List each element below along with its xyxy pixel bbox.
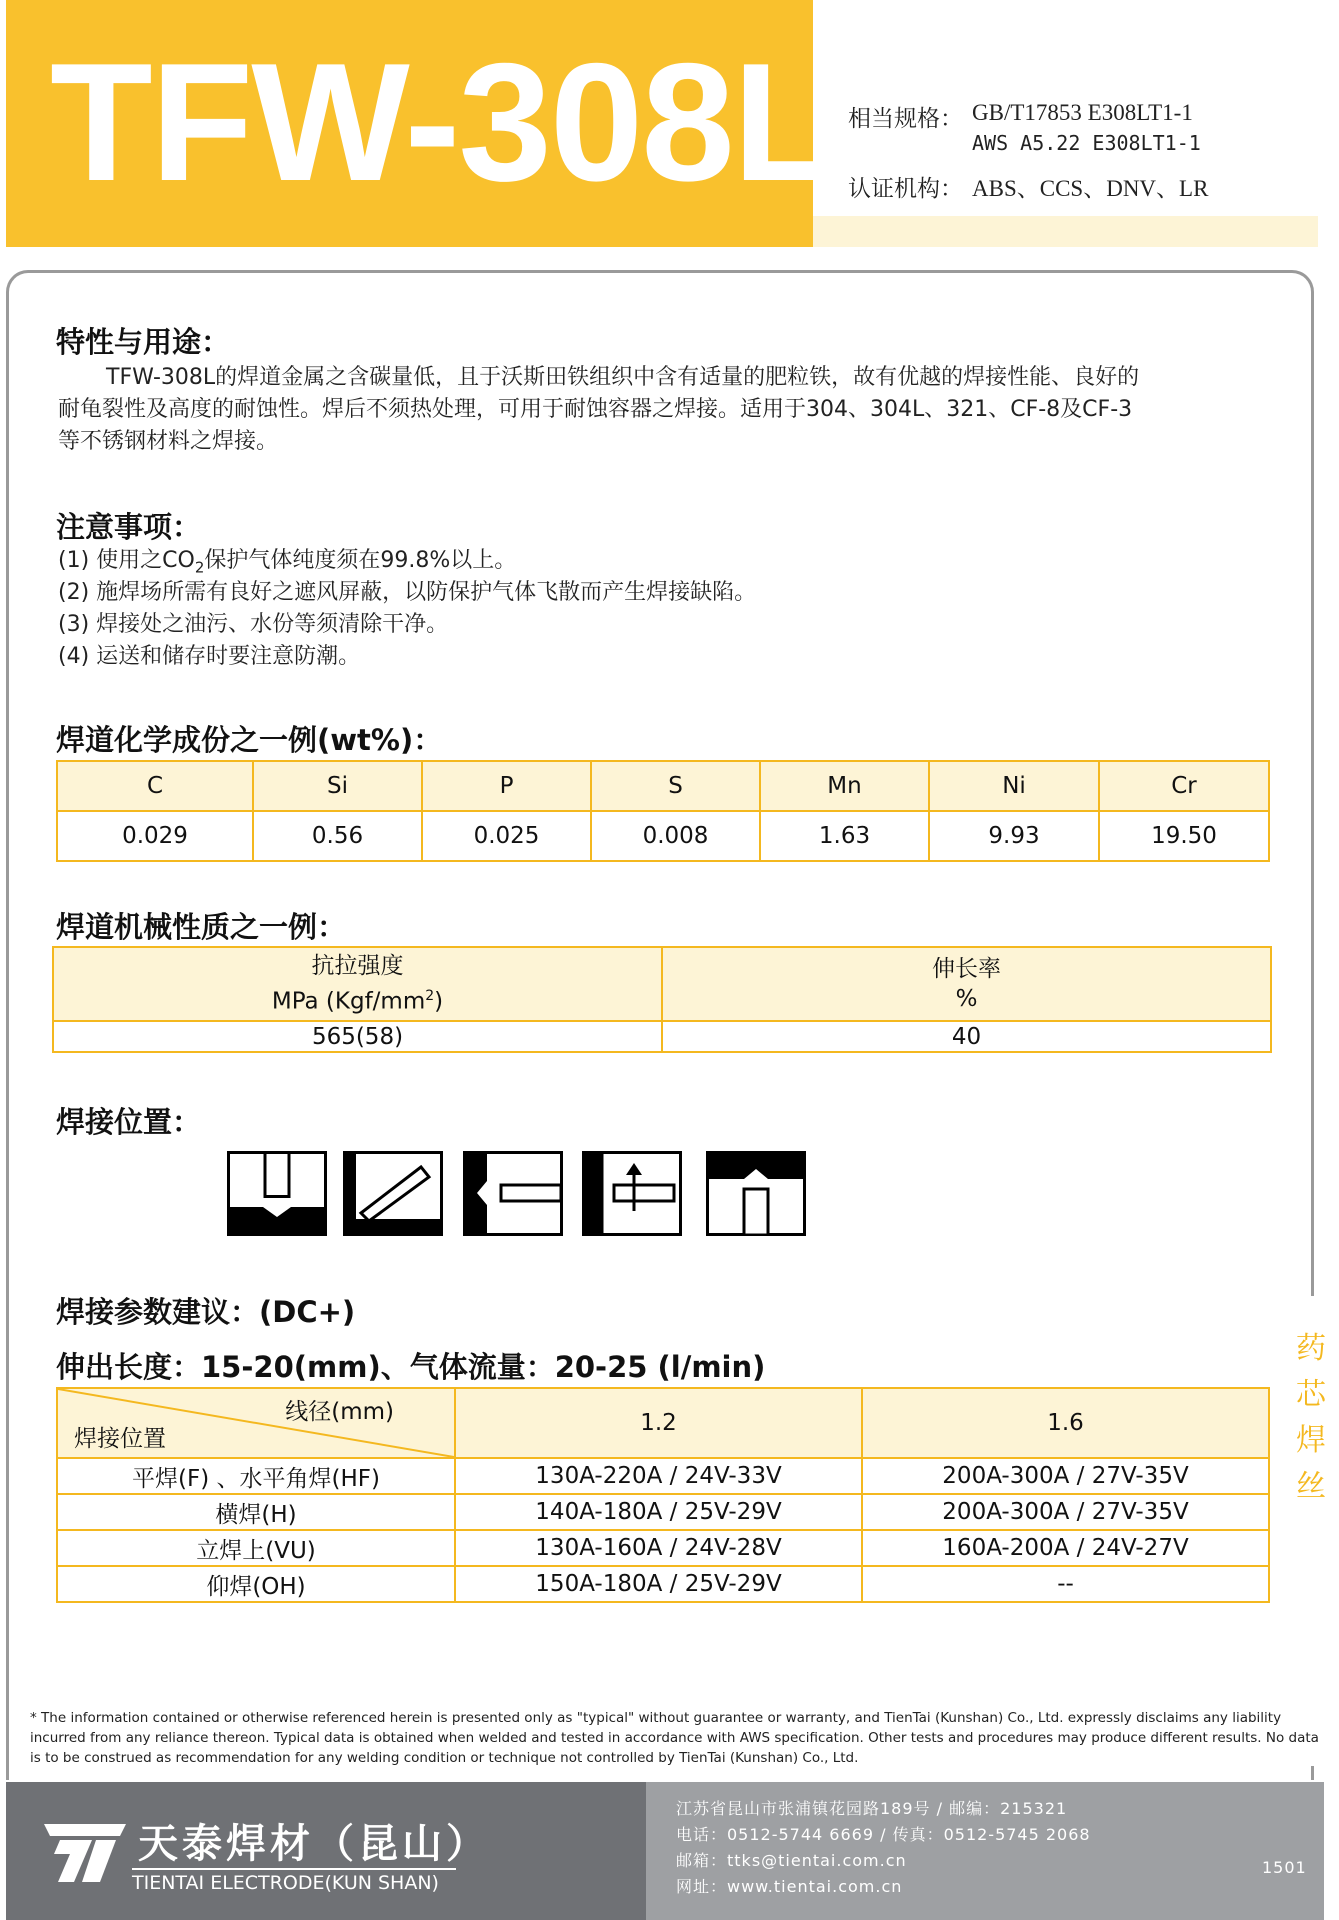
footer-code: 1501 — [1262, 1858, 1307, 1877]
element-cr: Cr — [1099, 761, 1269, 811]
note-4: (4) 运送和储存时要注意防潮。 — [58, 644, 361, 669]
params-v2: 200A-300A / 27V-35V — [862, 1458, 1269, 1494]
value-c: 0.029 — [57, 811, 253, 861]
element-s: S — [591, 761, 760, 811]
element-p: P — [422, 761, 591, 811]
params-title-2: 伸出长度：15-20(mm)、气体流量：20-25 (l/min) — [56, 1350, 766, 1384]
value-si: 0.56 — [253, 811, 422, 861]
value-p: 0.025 — [422, 811, 591, 861]
footer-web: 网址：www.tientai.com.cn — [676, 1877, 903, 1896]
elongation-label: 伸长率 — [932, 956, 1001, 982]
footer-address: 江苏省昆山市张浦镇花园路189号 / 邮编：215321 — [676, 1799, 1068, 1818]
params-row — [57, 1458, 1269, 1494]
mechanical-header-row — [53, 947, 1271, 1021]
params-pos: 平焊(F) 、水平角焊(HF) — [57, 1458, 455, 1494]
company-divider — [132, 1868, 456, 1870]
diameter-label: 线径(mm) — [285, 1399, 394, 1425]
params-row — [57, 1530, 1269, 1566]
params-row — [57, 1494, 1269, 1530]
chemistry-title: 焊道化学成份之一例(wt%)： — [56, 723, 443, 757]
positions-title: 焊接位置： — [56, 1105, 202, 1139]
disclaimer: * The information contained or otherwise referenced herein is presented only as "typical" without guarantee or warranty, and TienTai (Kunshan) Co., Ltd. expressly disclaims any liability incurred from any reliance thereon. Typical data is obtained when welded and tested in accordance with AWS specification. Other tests and procedures may produce different results. No data is to be construed as recommendation for any welding condition or technique not controlled by TienTai (Kunshan) Co., Ltd. — [30, 1710, 1319, 1766]
element-ni: Ni — [929, 761, 1099, 811]
diameter-1-2: 1.2 — [455, 1388, 862, 1458]
elongation-unit: % — [955, 986, 978, 1012]
tensile-header — [53, 947, 662, 1021]
vertical-up-icon — [582, 1151, 682, 1236]
note-1-post: 保护气体纯度须在99.8%以上。 — [204, 548, 517, 573]
features-text — [58, 362, 1288, 458]
params-pos: 立焊上(VU) — [57, 1530, 455, 1566]
product-title: TFW-308L — [50, 28, 834, 216]
note-2: (2) 施焊场所需有良好之遮风屏蔽，以防保护气体飞散而产生焊接缺陷。 — [58, 580, 757, 605]
params-pos: 横焊(H) — [57, 1494, 455, 1530]
spec-gb: GB/T17853 E308LT1-1 — [972, 100, 1193, 125]
elongation-value: 40 — [662, 1021, 1271, 1052]
chemistry-table — [56, 760, 1270, 862]
cert-value: ABS、CCS、DNV、LR — [972, 176, 1209, 201]
features-title: 特性与用途： — [56, 325, 231, 359]
chemistry-value-row — [57, 811, 1269, 861]
value-s: 0.008 — [591, 811, 760, 861]
features-line-3: 等不锈钢材料之焊接。 — [58, 429, 279, 454]
cert-label: 认证机构： — [848, 176, 963, 201]
mechanical-value-row — [53, 1021, 1271, 1052]
mechanical-title: 焊道机械性质之一例： — [56, 910, 347, 944]
tensile-unit — [54, 981, 661, 1017]
params-header-row — [57, 1388, 1269, 1458]
company-name-en: TIENTAI ELECTRODE(KUN SHAN) — [132, 1872, 439, 1894]
value-ni: 9.93 — [929, 811, 1099, 861]
horizontal-fillet-icon — [343, 1151, 443, 1236]
element-c: C — [57, 761, 253, 811]
position-label: 焊接位置 — [74, 1426, 166, 1452]
tensile-label: 抗拉强度 — [311, 953, 404, 980]
params-row — [57, 1566, 1269, 1602]
note-1-pre: (1) 使用之CO — [58, 548, 195, 573]
features-line-1: TFW-308L的焊道金属之含碳量低，且于沃斯田铁组织中含有适量的肥粒铁，故有优越的焊接性能、良好的 — [106, 365, 1140, 390]
params-v2: 200A-300A / 27V-35V — [862, 1494, 1269, 1530]
params-v2: -- — [862, 1566, 1269, 1602]
chemistry-header-row — [57, 761, 1269, 811]
params-table — [56, 1387, 1270, 1603]
params-v1: 140A-180A / 25V-29V — [455, 1494, 862, 1530]
spec-label: 相当规格： — [848, 106, 963, 131]
company-name-cn: 天泰焊材（昆山） — [138, 1821, 490, 1867]
params-v1: 130A-220A / 24V-33V — [455, 1458, 862, 1494]
features-line-2: 耐龟裂性及高度的耐蚀性。焊后不须热处理，可用于耐蚀容器之焊接。适用于304、304L、321、CF-8及CF-3 — [58, 397, 1133, 422]
side-label: 药芯焊丝 — [1296, 1331, 1326, 1504]
tensile-unit-pre: MPa (Kgf/mm — [271, 988, 426, 1015]
params-corner-cell — [57, 1388, 455, 1458]
spec-aws: AWS A5.22 E308LT1-1 — [972, 131, 1201, 155]
company-logo-icon — [40, 1810, 130, 1885]
horizontal-position-icon — [463, 1151, 563, 1236]
footer-email: 邮箱：ttks@tientai.com.cn — [676, 1851, 907, 1870]
spec-strip — [813, 216, 1318, 247]
notes-title: 注意事项： — [56, 510, 202, 544]
value-mn: 1.63 — [760, 811, 929, 861]
note-1-sub: 2 — [194, 558, 205, 577]
diameter-1-6: 1.6 — [862, 1388, 1269, 1458]
note-3: (3) 焊接处之油污、水份等须清除干净。 — [58, 612, 449, 637]
element-si: Si — [253, 761, 422, 811]
tensile-value: 565(58) — [53, 1021, 662, 1052]
params-v1: 150A-180A / 25V-29V — [455, 1566, 862, 1602]
params-title-1: 焊接参数建议：(DC+) — [56, 1295, 356, 1329]
tensile-unit-sup: 2 — [425, 988, 435, 1005]
overhead-position-icon — [706, 1151, 806, 1236]
tensile-unit-post: ) — [434, 988, 444, 1015]
value-cr: 19.50 — [1099, 811, 1269, 861]
params-pos: 仰焊(OH) — [57, 1566, 455, 1602]
elongation-header — [662, 947, 1271, 1021]
footer-phone: 电话：0512-5744 6669 / 传真：0512-5745 2068 — [676, 1825, 1091, 1844]
params-v2: 160A-200A / 24V-27V — [862, 1530, 1269, 1566]
flat-position-icon — [227, 1151, 327, 1236]
element-mn: Mn — [760, 761, 929, 811]
params-v1: 130A-160A / 24V-28V — [455, 1530, 862, 1566]
mechanical-table — [52, 946, 1272, 1053]
